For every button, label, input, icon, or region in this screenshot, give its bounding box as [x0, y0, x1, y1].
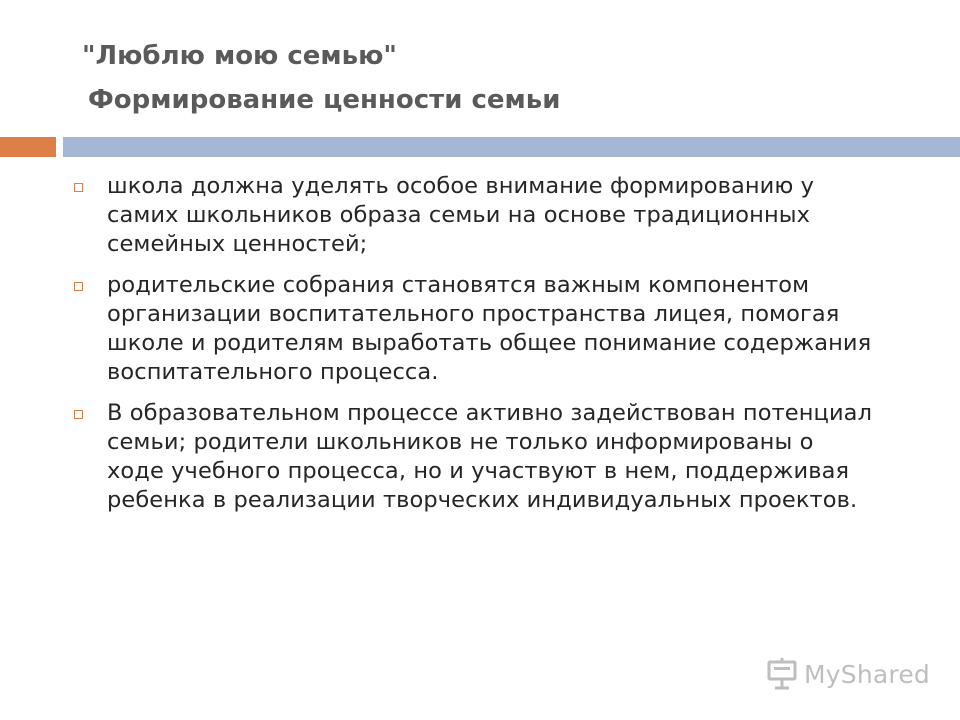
bullet-list	[74, 172, 874, 527]
slide-title	[82, 34, 902, 122]
square-bullet-icon	[74, 183, 83, 192]
projector-board-icon	[766, 657, 800, 691]
bullet-item	[74, 399, 874, 515]
accent-bar-blue	[63, 137, 960, 157]
bullet-text: школа должна уделять особое внимание формированию у самих школьников образа семьи на основе традиционных семейных ценностей;	[107, 173, 815, 257]
watermark	[766, 654, 930, 694]
square-bullet-icon	[74, 410, 83, 419]
bullet-text: В образовательном процессе активно задействован потенциал семьи; родители школьников не только информированы о ходе учебного процесса, но и участвуют в нем, поддерживая ребенка в реализации творческих индивидуальных проектов.	[107, 400, 873, 513]
square-bullet-icon	[74, 282, 83, 291]
bullet-item	[74, 172, 874, 259]
slide-title-line2: Формирование ценности семьи	[88, 85, 561, 115]
slide-title-line1: "Люблю мою семью"	[82, 41, 397, 71]
watermark-text: MyShared	[804, 659, 930, 689]
bullet-item	[74, 271, 874, 387]
accent-bar-orange	[0, 137, 56, 157]
bullet-text: родительские собрания становятся важным компонентом организации воспитательного пространства лицея, помогая школе и родителям выработать общее понимание содержания воспитательного процесса.	[107, 272, 872, 385]
